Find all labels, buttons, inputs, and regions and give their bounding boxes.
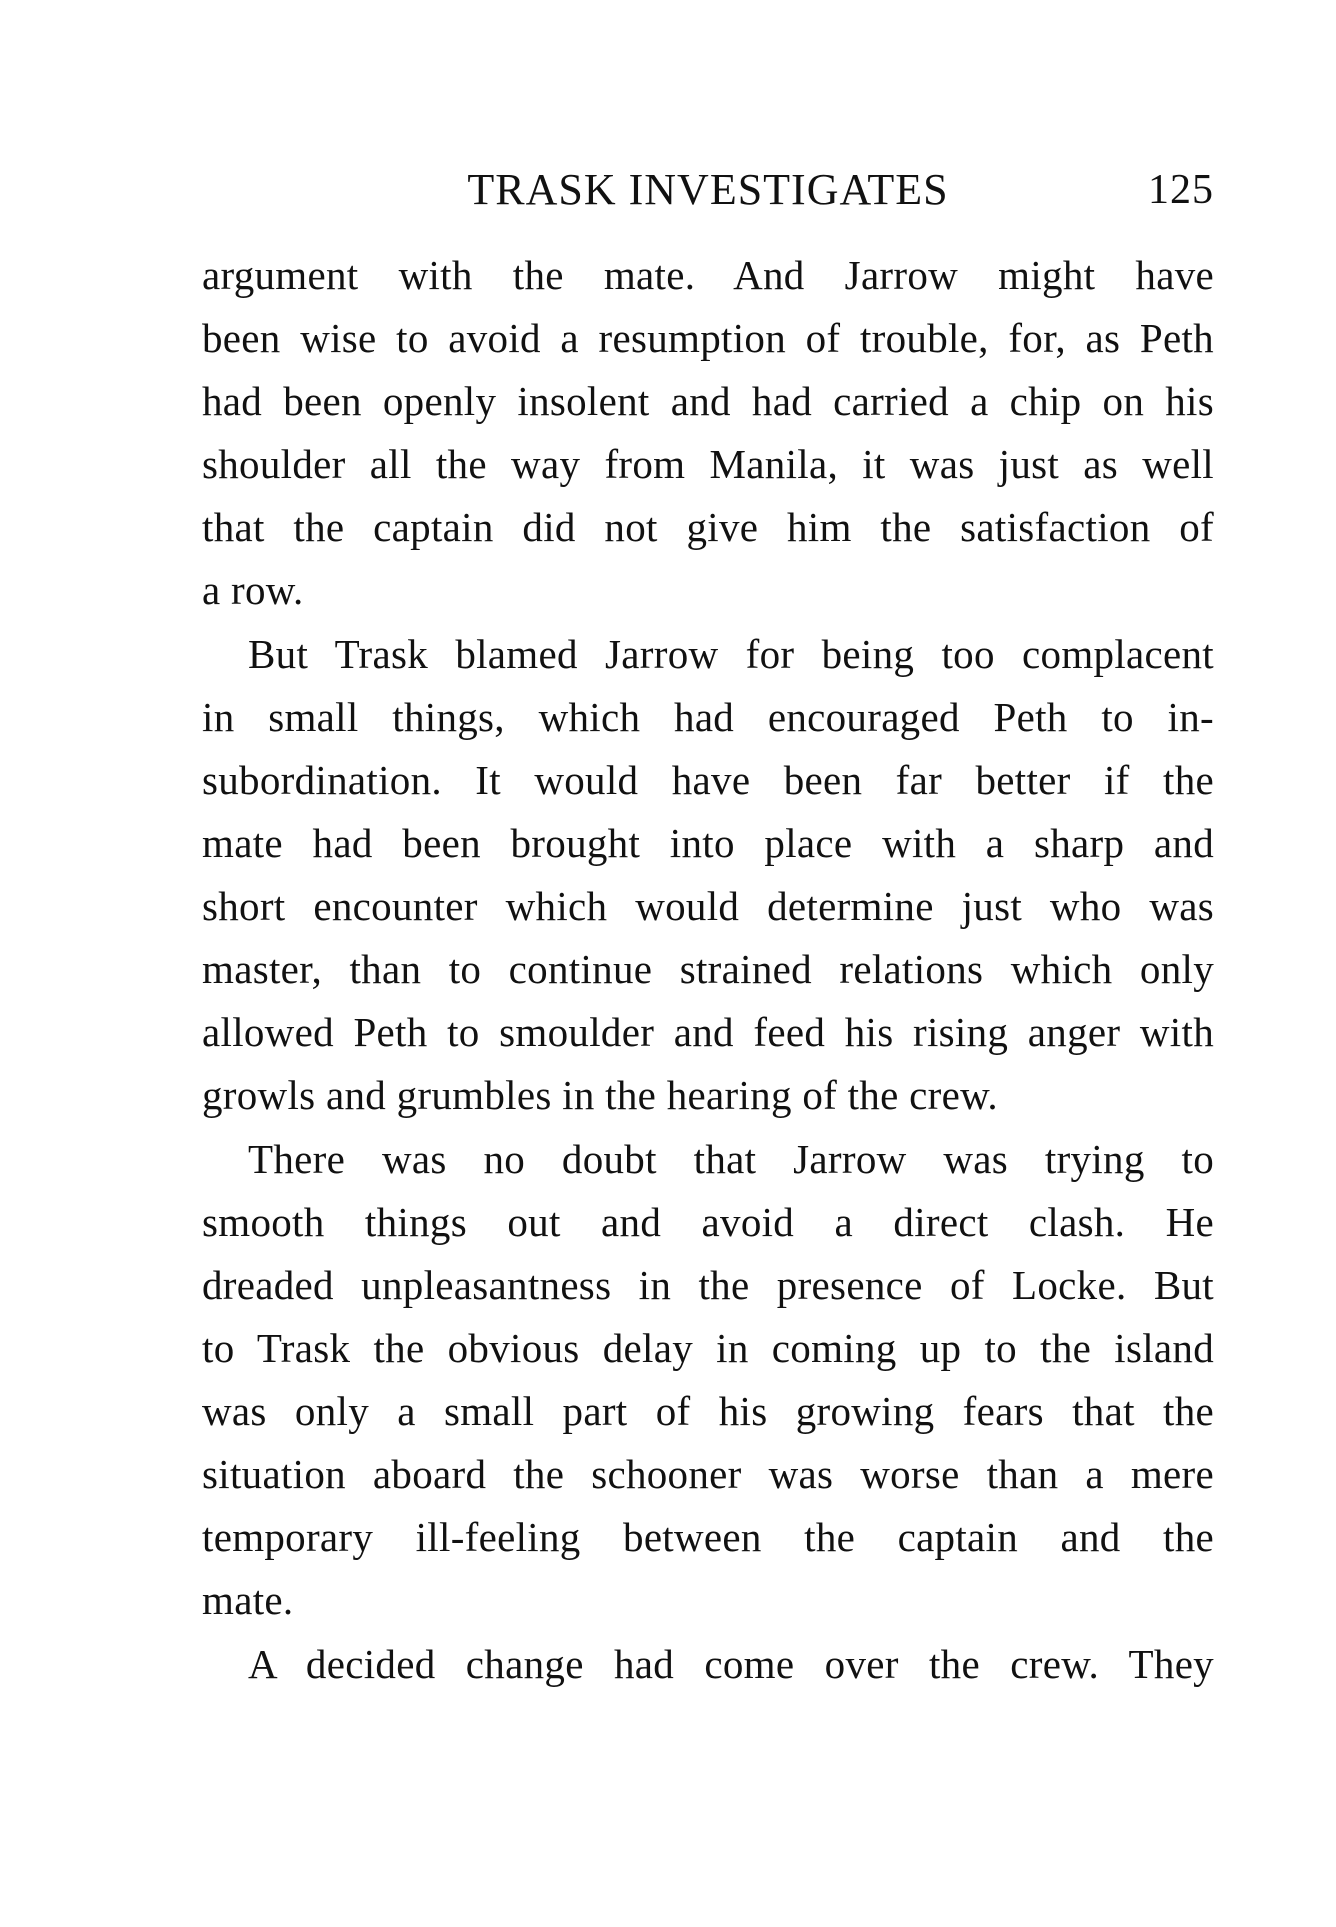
text-line: that the captain did not give him the satisfaction of: [202, 504, 1214, 550]
text-line: in small things, which had encouraged Peth to in-: [202, 694, 1214, 740]
paragraph-2: [202, 623, 1214, 1127]
text-line: master, than to continue strained relations which only: [202, 946, 1214, 992]
text-line: dreaded unpleasantness in the presence of Locke. But: [202, 1262, 1214, 1308]
text-line: had been openly insolent and had carried a chip on his: [202, 378, 1214, 424]
text-line: to Trask the obvious delay in coming up to the island: [202, 1325, 1214, 1371]
text-line: But Trask blamed Jarrow for being too complacent: [248, 631, 1214, 677]
chapter-title: TRASK INVESTIGATES: [467, 165, 949, 214]
text-line: been wise to avoid a resumption of trouble, for, as Peth: [202, 315, 1214, 361]
text-line: argument with the mate. And Jarrow might have: [202, 252, 1214, 298]
text-line: mate had been brought into place with a sharp and: [202, 820, 1214, 866]
paragraph-3: [202, 1128, 1214, 1632]
text-line: smooth things out and avoid a direct clash. He: [202, 1199, 1214, 1245]
text-line: growls and grumbles in the hearing of the crew.: [202, 1072, 998, 1118]
text-line: temporary ill-feeling between the captain and the: [202, 1514, 1214, 1560]
text-line: was only a small part of his growing fears that the: [202, 1388, 1214, 1434]
text-line: situation aboard the schooner was worse than a mere: [202, 1451, 1214, 1497]
text-line: short encounter which would determine just who was: [202, 883, 1214, 929]
page-number: 125: [1148, 167, 1214, 213]
text-line: A decided change had come over the crew. They: [248, 1641, 1214, 1687]
text-line: allowed Peth to smoulder and feed his rising anger with: [202, 1009, 1214, 1055]
text-line: shoulder all the way from Manila, it was just as well: [202, 441, 1214, 487]
text-line: mate.: [202, 1577, 294, 1623]
paragraph-1: [202, 244, 1214, 622]
text-line: a row.: [202, 567, 304, 613]
body-text: [202, 244, 1214, 1697]
text-line: There was no doubt that Jarrow was trying to: [248, 1136, 1214, 1182]
running-head: [202, 160, 1214, 220]
text-line: subordination. It would have been far better if the: [202, 757, 1214, 803]
paragraph-4: [202, 1633, 1214, 1696]
